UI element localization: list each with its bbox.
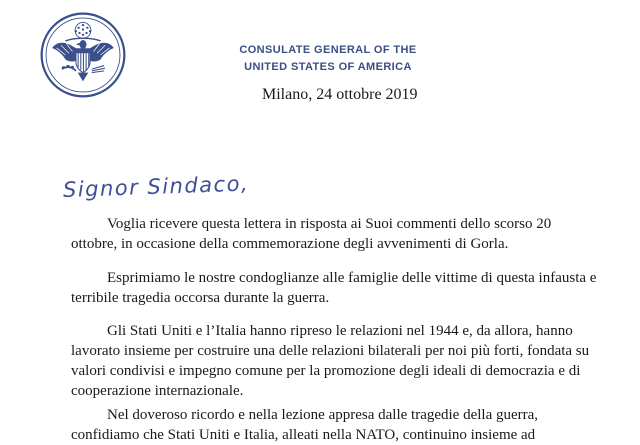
- date-line: Milano, 24 ottobre 2019: [262, 86, 418, 103]
- paragraph-2: Esprimiamo le nostre condoglianze alle famiglie delle vittime di questa infausta e terribile tragedia occorsa durante la guerra.: [71, 270, 597, 306]
- great-seal-icon: [39, 11, 127, 99]
- paragraph-3: Gli Stati Uniti e l’Italia hanno ripreso le relazioni nel 1944 e, da allora, hanno lavorato insieme per costruire una delle relazioni bilaterali per noi più forti, fondata su valori condivisi e impegno comune per la promozione degli ideali di democrazia e di cooperazione internazionale.: [71, 323, 590, 399]
- letterhead-line-1: CONSULATE GENERAL OF THE: [239, 44, 417, 56]
- letterhead-line-2: UNITED STATES OF AMERICA: [244, 61, 412, 73]
- paragraph-1: Voglia ricevere questa lettera in risposta ai Suoi commenti dello scorso 20 ottobre, in occasione della commemorazione degli avvenimenti di Gorla.: [71, 216, 552, 252]
- handwritten-salutation: Signor Sindaco,: [62, 171, 250, 202]
- paragraph-4: Nel doveroso ricordo e nella lezione appresa dalle tragedie della guerra, confidiamo che Stati Uniti e Italia, alleati nella NATO, continuino insieme ad: [71, 407, 539, 443]
